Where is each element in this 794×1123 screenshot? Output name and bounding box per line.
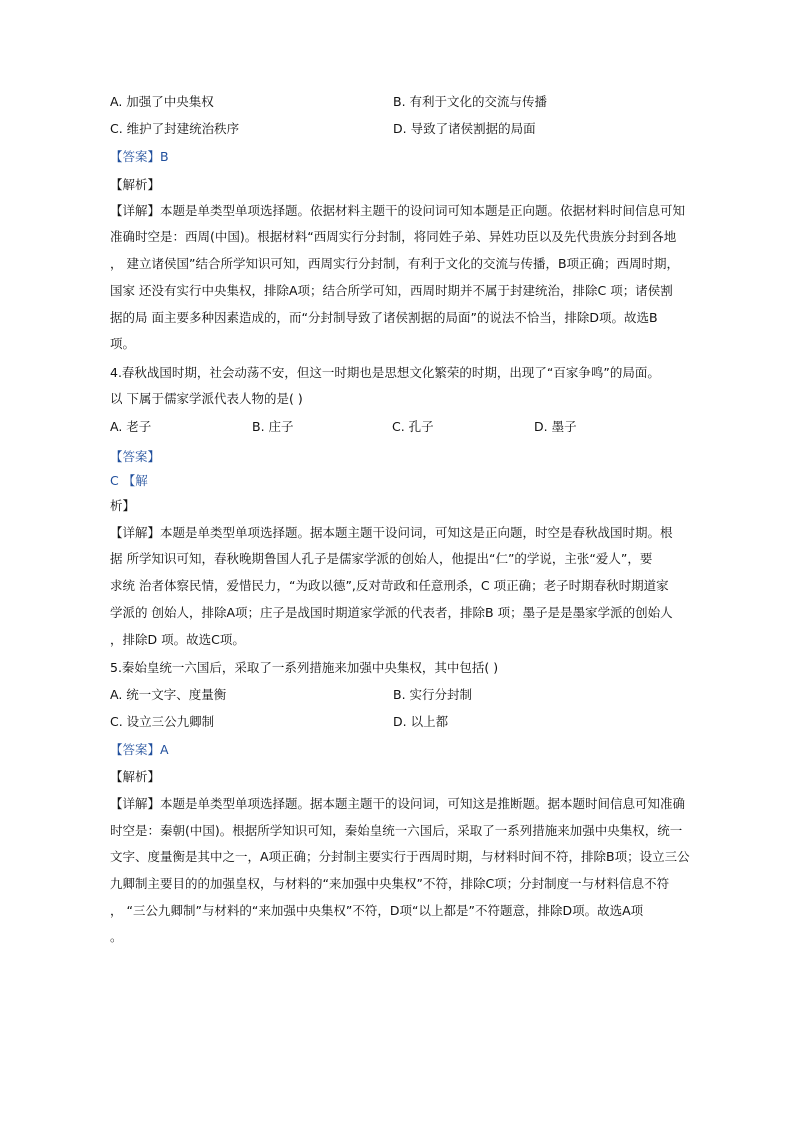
q5-stem: 5.秦始皇统一六国后，采取了一系列措施来加强中央集权，其中包括( ) [110,660,499,675]
q3-analysis-heading: 【解析】 [110,177,161,192]
q5-option-d: D. 以上都 [393,714,449,729]
q3-option-d: D. 导致了诸侯割据的局面 [393,121,536,136]
q3-option-a: A. 加强了中央集权 [110,94,214,109]
q3-option-b: B. 有利于文化的交流与传播 [393,94,548,109]
q5-detail-line: 。 [110,929,123,944]
q4-detail-line: 【详解】本题是单类型单项选择题。据本题主题干设问词，可知这是正向题，时空是春秋战国时期。根 [110,525,673,540]
q5-detail-line: 时空是：秦朝(中国)。根据所学知识可知，秦始皇统一六国后，采取了一系列措施来加强中央集权，统一 [110,823,683,838]
q3-answer: 【答案】B [110,149,169,164]
q4-answer-value: C 【解 [110,473,148,488]
q5-answer: 【答案】A [110,742,169,757]
q4-analysis-tail: 析】 [110,498,136,513]
q4-stem-cont: 以 下属于儒家学派代表人物的是( ) [110,391,303,406]
q4-detail-line: ，排除D 项。故选C项。 [110,632,245,647]
q5-option-b: B. 实行分封制 [393,687,473,702]
q4-answer-heading: 【答案】 [110,449,161,464]
q3-detail-line: 据的局 面主要多种因素造成的，而“分封制导致了诸侯割据的局面”的说法不恰当，排除D项。故选B [110,310,658,325]
q3-detail-line: 准确时空是：西周(中国)。根据材料“西周实行分封制，将同姓子弟、异姓功臣以及先代贵族分封到各地 [110,229,677,244]
q5-analysis-heading: 【解析】 [110,769,161,784]
q4-detail-line: 据 所学知识可知，春秋晚期鲁国人孔子是儒家学派的创始人，他提出“仁”的学说，主张“爱人”，要 [110,551,653,566]
q4-option-a: A. 老子 [110,419,152,434]
q5-option-a: A. 统一文字、度量衡 [110,687,227,702]
q3-detail-line: 国家 还没有实行中央集权，排除A项；结合所学可知，西周时期并不属于封建统治，排除C 项；诸侯割 [110,283,673,298]
q5-detail-line: 文字、度量衡是其中之一，A项正确；分封制主要实行于西周时期，与材料时间不符，排除B项；设立三公 [110,849,690,864]
q5-detail-line: 九卿制主要目的的加强皇权，与材料的“来加强中央集权”不符，排除C项；分封制度一与材料信息不符 [110,876,670,891]
q5-detail-line: 【详解】本题是单类型单项选择题。据本题主题干的设问词，可知这是推断题。据本题时间信息可知准确 [110,796,686,811]
q5-detail-line: ， “三公九卿制”与材料的“来加强中央集权”不符，D项“以上都是”不符题意，排除D项。故选A项 [110,903,644,918]
q4-detail-line: 学派的 创始人，排除A项；庄子是战国时期道家学派的代表者，排除B 项；墨子是是墨家学派的创始人 [110,605,673,620]
q5-option-c: C. 设立三公九卿制 [110,714,215,729]
q4-detail-line: 求统 治者体察民情，爱惜民力，“为政以德”,反对苛政和任意刑杀，C 项正确；老子时期春秋时期道家 [110,578,669,593]
q3-detail-line: 项。 [110,336,136,351]
q4-option-c: C. 孔子 [392,419,434,434]
q4-stem: 4.春秋战国时期，社会动荡不安，但这一时期也是思想文化繁荣的时期，出现了“百家争鸣”的局面。 [110,365,660,380]
q4-option-b: B. 庄子 [252,419,294,434]
q3-detail-line: 【详解】本题是单类型单项选择题。依据材料主题干的设问词可知本题是正向题。依据材料时间信息可知 [110,203,686,218]
q3-option-c: C. 维护了封建统治秩序 [110,121,240,136]
q3-detail-line: ， 建立诸侯国”结合所学知识可知，西周实行分封制，有利于文化的交流与传播，B项正确；西周时期， [110,256,680,271]
q4-option-d: D. 墨子 [534,419,577,434]
